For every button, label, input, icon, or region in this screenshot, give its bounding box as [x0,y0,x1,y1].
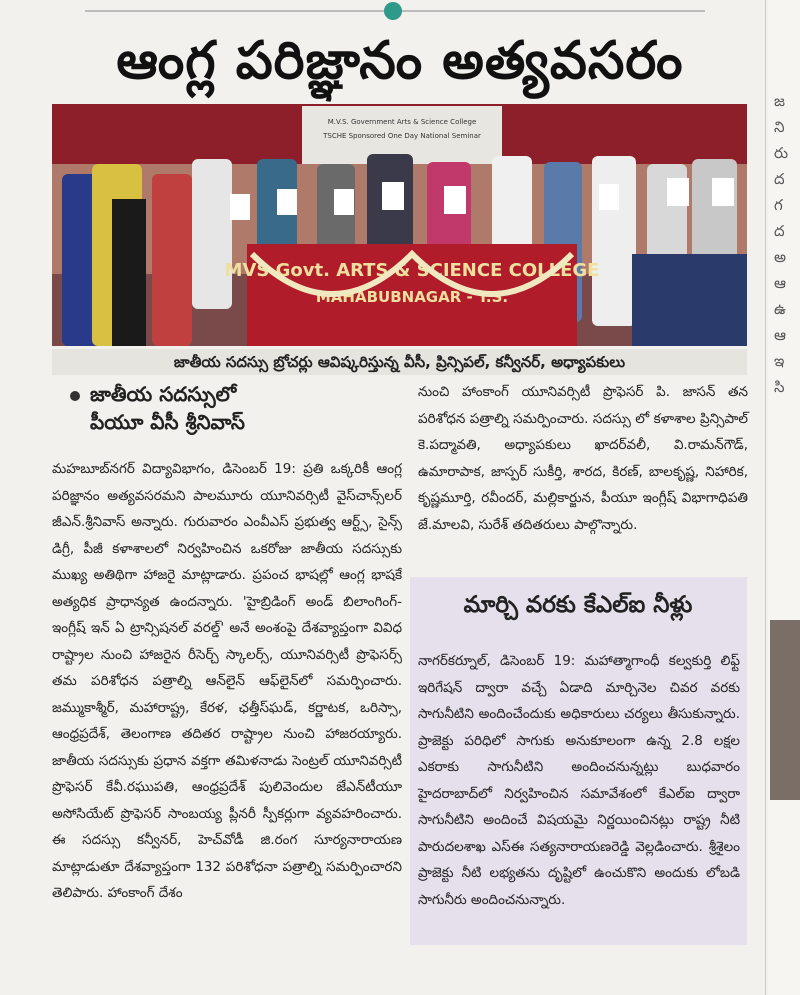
article-subhead [70,380,400,436]
subhead-line-1: జాతీయ సదస్సులో [90,382,237,406]
event-photo-illustration [52,104,747,346]
leaf-logo-icon [384,2,402,20]
strip-char: ద [774,170,785,188]
strip-char: ద [774,222,785,240]
strip-char: ఉ [774,300,786,318]
banner-title: M.V.S. Government Arts & Science College [327,118,477,126]
headline: ఆంగ్ల పరిజ్ఞానం అత్యవసరం [116,31,684,91]
banner-subtitle: TSCHE Sponsored One Day National Seminar [323,132,481,140]
bullet-icon [70,391,80,401]
event-photo [52,104,747,346]
article-body-right: నుంచి హాంకాంగ్ యూనివర్సిటీ ప్రొఫెసర్ పి. జాసన్ తన పరిశోధన పత్రాల్ని సమర్పించారు. సదస్సు లో కళాశాల ప్రిన్సిపాల్ కె.పద్మావతి, అధ్యాపకులు ఖాదర్‌వలీ, వి.రామన్‌గౌడ్, ఉమారాపాక, జాస్పర్ సుకీర్తి, శారద, కిరణ్, బాలకృష్ణ, నిహారిక, కృష్ణమూర్తి, రవీందర్, మల్లికార్జున, పీయూ ఇంగ్లీష్ విభాగాధిపతి జే.మాలవి, సురేశ్ తదితరులు పాల్గొన్నారు. [418,384,748,533]
article-body-left: మహబూబ్‌నగర్ విద్యావిభాగం, డిసెంబర్ 19: ప్రతి ఒక్కరికీ ఆంగ్ల పరిజ్ఞానం అత్యవసరమని పాలమూరు యూనివర్సిటీ వైస్‌చాన్స్‌లర్ జీఎన్.శ్రీనివాస్ అన్నారు. గురువారం ఎంవీఎస్ ప్రభుత్వ ఆర్ట్స్, సైన్స్ డిగ్రీ, పీజీ కళాశాలలో నిర్వహించిన ఒకరోజు జాతీయ సదస్సుకు ముఖ్య అతిథిగా హాజరై మాట్లాడారు. ప్రపంచ భాషల్లో ఆంగ్ల భాషకే అత్యధిక ప్రాధాన్యత ఉందన్నారు. 'హైబ్రిడింగ్ అండ్ బిలాంగింగ్- ఇంగ్లీష్ ఇన్ ఏ ట్రాన్సిషనల్ వరల్డ్' అనే అంశంపై దేశవ్యాప్తంగా వివిధ రాష్ట్రాల నుంచి హాజరైన రీసెర్చ్ స్కాలర్స్, యూనివర్సిటీ ప్రొఫెసర్స్ తమ పరిశోధన పత్రాల్ని ఆన్‌లైన్ ఆఫ్‌లైన్‌లో సమర్పించారు. జమ్ముకాశ్మీర్, మహారాష్ట్ర, కేరళ, ఛత్తీస్‌ఘడ్, కర్ణాటక, ఒరిస్సా, ఆంధ్రప్రదేశ్, తెలంగాణ తదితర రాష్ట్రాల నుంచి హాజరయ్యారు. జాతీయ సదస్సుకు ప్రధాన వక్తగా తమిళనాడు సెంట్రల్ యూనివర్సిటీ ప్రొఫెసర్ కేవీ.రఘుపతి, ఆంధ్రప్రదేశ్ పులివెందుల జేఎన్‌టీయూ అసోసియేట్ ప్రొఫెసర్ సాంబయ్య ప్లీనరీ స్పీకర్లుగా వ్యవహరించారు. ఈ సదస్సు కన్వీనర్, హెచ్‌వోడీ జి.రంగ సూర్యనారాయణ మాట్లాడుతూ దేశవ్యాప్తంగా 132 పరిశోధనా పత్రాల్ని సమర్పించారని తెలిపారు. హాంకాంగ్ దేశం [52,461,402,901]
box-body: నాగర్‌కర్నూల్, డిసెంబర్ 19: మహాత్మాగాంధీ కల్వకుర్తి లిఫ్ట్ ఇరిగేషన్ ద్వారా వచ్చే ఏడాది మార్చినెల చివర వరకు సాగునీటిని అందించేందుకు అధికారులు చర్యలు తీసుకున్నారు. ప్రాజెక్టు పరిధిలో సాగుకు అనుకూలంగా ఉన్న 2.8 లక్షల ఎకరాకు సాగునీటిని అందించనున్నట్లు బుధవారం హైదరాబాద్‌లో నిర్వహించిన సమావేశంలో కేఎల్ఐ ద్వారా సాగునీటిని అందించే విషయమై నిర్ణయించినట్లు రాష్ట్ర నీటి పారుదలశాఖ ఎస్ఈ సత్యనారాయణరెడ్డి వెల్లడించారు. శ్రీశైలం ప్రాజెక్టు నీటి లభ్యతను దృష్టిలో ఉంచుకొని అందుకు లోబడి సాగునీరు అందించనున్నారు. [418,653,740,908]
strip-char: రు [774,144,789,162]
college-board-line-2: MAHABUBNAGAR - T.S. [315,288,509,306]
strip-char: జ [774,92,785,110]
column-divider [765,0,766,995]
adjacent-photo-edge [770,620,800,800]
strip-char: ఆ [774,274,786,292]
strip-char: ని [774,118,785,136]
photo-caption: జాతీయ సదస్సు బ్రోచర్లు ఆవిష్కరిస్తున్న వీసీ, ప్రిన్సిపల్, కన్వీనర్, అధ్యాపకులు [52,349,747,375]
college-board-line-1: MVS Govt. ARTS & SCIENCE COLLEGE [224,260,600,281]
strip-char: సి [774,378,785,396]
strip-char: ఆ [774,326,786,344]
strip-char: గ [774,196,783,214]
strip-char: ఇ [774,352,785,370]
box-headline: మార్చి వరకు కేఎల్ఐ నీళ్లు [463,592,693,618]
adjacent-column-strip [768,0,800,995]
strip-char: అ [774,248,787,266]
subhead-line-2: పీయూ వీసీ శ్రీనివాస్ [90,410,245,434]
